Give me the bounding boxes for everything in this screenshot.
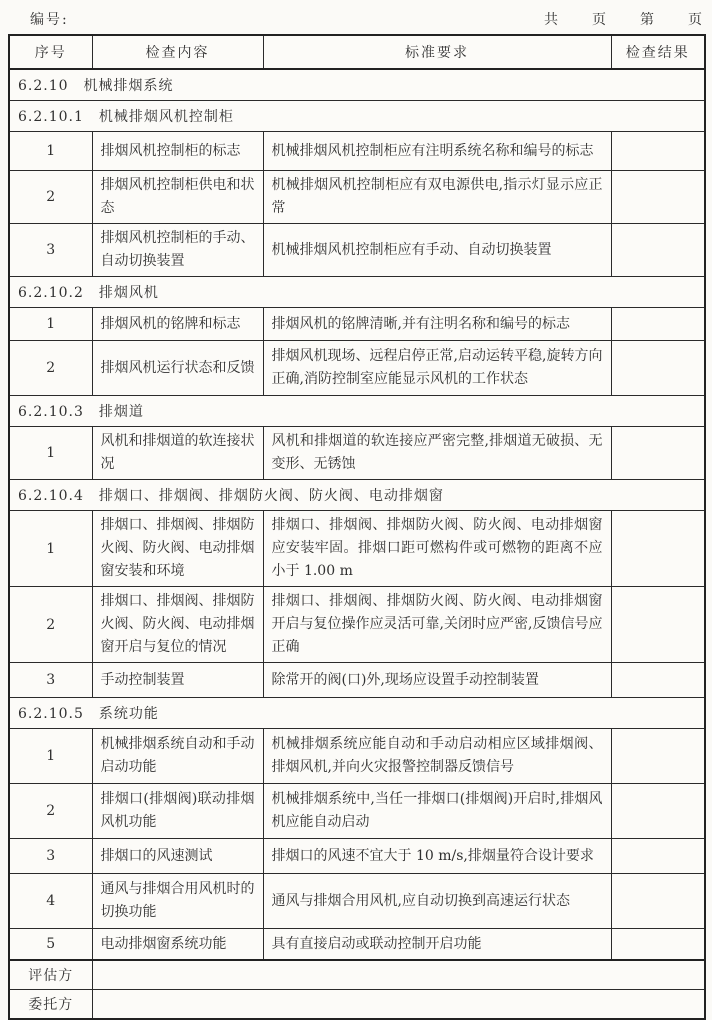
- check-content-cell: 排烟口(排烟阀)联动排烟风机功能: [92, 784, 263, 839]
- section-code: 6.2.10.1: [18, 109, 84, 125]
- result-cell: [611, 511, 705, 587]
- check-content-cell: 排烟风机控制柜的标志: [92, 132, 263, 171]
- evaluator-label: 评估方: [9, 960, 92, 990]
- section-row: [9, 480, 705, 511]
- section-code: 6.2.10.4: [18, 488, 84, 504]
- row-index-cell: 1: [9, 511, 92, 587]
- doc-number-label: 编号:: [30, 12, 69, 28]
- section-title: 机械排烟系统: [83, 78, 174, 94]
- col-header-content: 检查内容: [92, 35, 263, 69]
- col-header-requirement: 标准要求: [263, 35, 611, 69]
- table-row: [9, 587, 705, 663]
- standard-requirement-cell: 具有直接启动或联动控制开启功能: [263, 929, 611, 961]
- standard-requirement-cell: 机械排烟风机控制柜应有手动、自动切换装置: [263, 224, 611, 277]
- check-content-cell: 排烟风机的铭牌和标志: [92, 308, 263, 341]
- table-row: [9, 171, 705, 224]
- row-index-cell: 2: [9, 784, 92, 839]
- standard-requirement-cell: 机械排烟风机控制柜应有双电源供电,指示灯显示应正常: [263, 171, 611, 224]
- section-title: 系统功能: [98, 706, 159, 722]
- row-index-cell: 3: [9, 839, 92, 874]
- table-row: [9, 874, 705, 929]
- section-row: [9, 396, 705, 427]
- result-cell: [611, 224, 705, 277]
- section-title: 排烟道: [98, 404, 144, 420]
- row-index-cell: 4: [9, 874, 92, 929]
- standard-requirement-cell: 排烟风机的铭牌清晰,并有注明名称和编号的标志: [263, 308, 611, 341]
- standard-requirement-cell: 除常开的阀(口)外,现场应设置手动控制装置: [263, 663, 611, 698]
- check-content-cell: 手动控制装置: [92, 663, 263, 698]
- result-cell: [611, 874, 705, 929]
- row-index-cell: 3: [9, 663, 92, 698]
- section-code: 6.2.10.2: [18, 285, 84, 301]
- standard-requirement-cell: 机械排烟系统应能自动和手动启动相应区域排烟阀、排烟风机,并向火灾报警控制器反馈信号: [263, 729, 611, 784]
- client-label: 委托方: [9, 990, 92, 1020]
- row-index-cell: 3: [9, 224, 92, 277]
- check-content-cell: 排烟风机控制柜的手动、自动切换装置: [92, 224, 263, 277]
- section-code: 6.2.10: [18, 78, 69, 94]
- row-index-cell: 1: [9, 427, 92, 480]
- result-cell: [611, 839, 705, 874]
- section-row: [9, 277, 705, 308]
- section-title: 排烟口、排烟阀、排烟防火阀、防火阀、电动排烟窗: [98, 488, 444, 504]
- standard-requirement-cell: 排烟口、排烟阀、排烟防火阀、防火阀、电动排烟窗开启与复位操作应灵活可靠,关闭时应严密,反馈信号应正确: [263, 587, 611, 663]
- check-content-cell: 电动排烟窗系统功能: [92, 929, 263, 961]
- table-row: [9, 308, 705, 341]
- row-index-cell: 2: [9, 171, 92, 224]
- row-index-cell: 2: [9, 587, 92, 663]
- standard-requirement-cell: 风机和排烟道的软连接应严密完整,排烟道无破损、无变形、无锈蚀: [263, 427, 611, 480]
- section-row: [9, 69, 705, 101]
- table-row: [9, 427, 705, 480]
- standard-requirement-cell: 排烟口、排烟阀、排烟防火阀、防火阀、电动排烟窗应安装牢固。排烟口距可燃构件或可燃物的距离不应小于 1.00 m: [263, 511, 611, 587]
- section-title: 机械排烟风机控制柜: [98, 109, 234, 125]
- check-content-cell: 通风与排烟合用风机时的切换功能: [92, 874, 263, 929]
- check-content-cell: 排烟口的风速测试: [92, 839, 263, 874]
- result-cell: [611, 784, 705, 839]
- result-cell: [611, 427, 705, 480]
- check-content-cell: 排烟风机控制柜供电和状态: [92, 171, 263, 224]
- row-index-cell: 2: [9, 341, 92, 396]
- section-code: 6.2.10.5: [18, 706, 84, 722]
- client-row: [9, 990, 705, 1020]
- table-row: [9, 511, 705, 587]
- row-index-cell: 1: [9, 308, 92, 341]
- result-cell: [611, 341, 705, 396]
- col-header-result: 检查结果: [611, 35, 705, 69]
- table-row: [9, 341, 705, 396]
- check-content-cell: 排烟风机运行状态和反馈: [92, 341, 263, 396]
- client-value-cell: [92, 990, 705, 1020]
- standard-requirement-cell: 机械排烟系统中,当任一排烟口(排烟阀)开启时,排烟风机应能自动启动: [263, 784, 611, 839]
- check-content-cell: 风机和排烟道的软连接状况: [92, 427, 263, 480]
- result-cell: [611, 171, 705, 224]
- check-content-cell: 排烟口、排烟阀、排烟防火阀、防火阀、电动排烟窗安装和环境: [92, 511, 263, 587]
- section-title: 排烟风机: [98, 285, 159, 301]
- row-index-cell: 1: [9, 729, 92, 784]
- table-row: [9, 224, 705, 277]
- result-cell: [611, 587, 705, 663]
- col-header-index: 序号: [9, 35, 92, 69]
- standard-requirement-cell: 通风与排烟合用风机,应自动切换到高速运行状态: [263, 874, 611, 929]
- inspection-table: [8, 34, 706, 1020]
- page-header: [0, 0, 712, 34]
- table-row: [9, 663, 705, 698]
- evaluator-row: [9, 960, 705, 990]
- check-content-cell: 机械排烟系统自动和手动启动功能: [92, 729, 263, 784]
- result-cell: [611, 132, 705, 171]
- row-index-cell: 5: [9, 929, 92, 961]
- page-count-label: 共 页 第 页: [544, 12, 704, 28]
- section-row: [9, 698, 705, 729]
- table-row: [9, 132, 705, 171]
- row-index-cell: 1: [9, 132, 92, 171]
- standard-requirement-cell: 排烟风机现场、远程启停正常,启动运转平稳,旋转方向正确,消防控制室应能显示风机的工作状态: [263, 341, 611, 396]
- standard-requirement-cell: 机械排烟风机控制柜应有注明系统名称和编号的标志: [263, 132, 611, 171]
- evaluator-value-cell: [92, 960, 705, 990]
- result-cell: [611, 308, 705, 341]
- result-cell: [611, 663, 705, 698]
- table-row: [9, 839, 705, 874]
- check-content-cell: 排烟口、排烟阀、排烟防火阀、防火阀、电动排烟窗开启与复位的情况: [92, 587, 263, 663]
- result-cell: [611, 929, 705, 961]
- table-row: [9, 784, 705, 839]
- section-row: [9, 101, 705, 132]
- table-row: [9, 929, 705, 961]
- standard-requirement-cell: 排烟口的风速不宜大于 10 m/s,排烟量符合设计要求: [263, 839, 611, 874]
- table-header-row: [9, 35, 705, 69]
- result-cell: [611, 729, 705, 784]
- section-code: 6.2.10.3: [18, 404, 84, 420]
- table-row: [9, 729, 705, 784]
